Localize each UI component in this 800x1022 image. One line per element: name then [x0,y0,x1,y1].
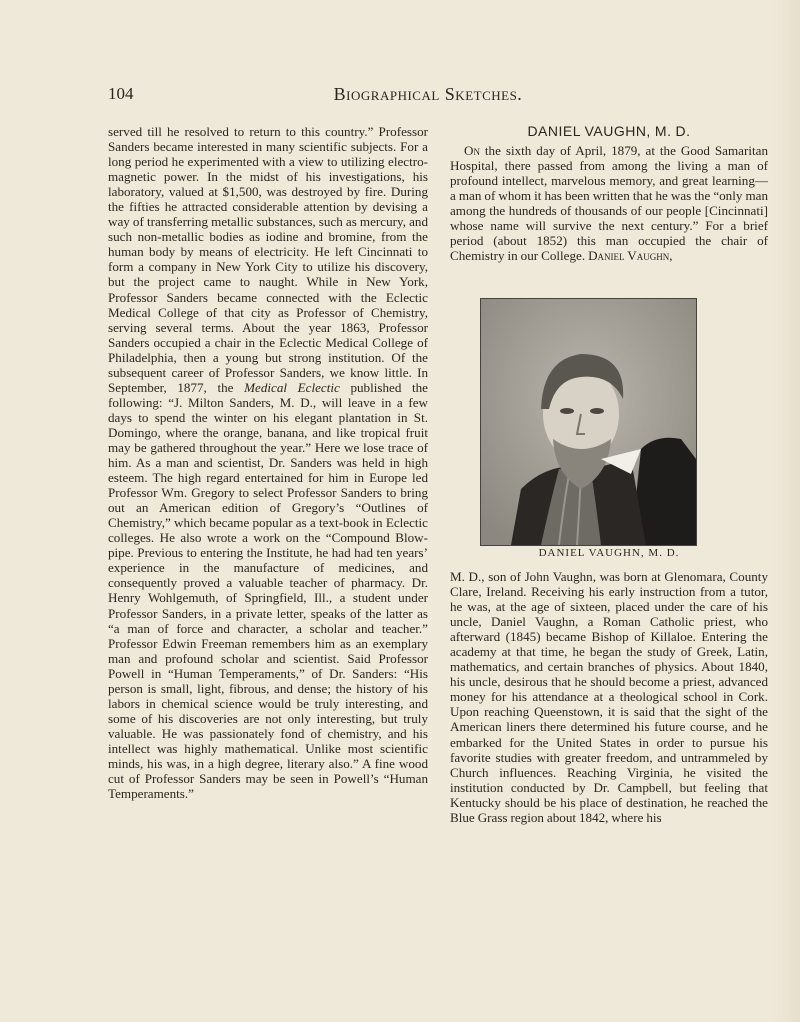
article-title: DANIEL VAUGHN, M. D. [527,123,691,139]
page-header [108,84,748,108]
intro-text: the sixth day of April, 1879, at the Good Samaritan Hospital, there passed from among the living a man of profound intellect, marvelous memory, and great learning—a man of whom it has been written that he was the “only man among the hundreds of thousands of our people [Cincinnati] whose name will survive the next century.” For a brief period (about 1852) this man occupied the chair of Chemistry in our College. [450,143,768,264]
portrait-engraving [481,299,696,545]
journal-name: Medical Eclectic [244,379,340,395]
left-column-paragraph [108,124,428,801]
paragraph-text-continued: published the following: “J. Milton Sanders, M. D., will leave in a few days to spend the winter on his elegant plantation in St. Domingo, where the orange, banana, and like tropical fruit may be gathered throughout the year.” Here we lose trace of him. As a man and scientist, Dr. Sanders was held in high esteem. The high regard entertained for him in Europe led Professor Wm. Gregory to select Professor Sanders to bring out an American edition of Gregory’s “Outlines of Chemistry,” which became popular as a text-book in Eclectic colleges. He also wrote a work on the “Compound Blow-pipe. Previous to entering the Institute, he had had ten years’ experience in the manufacture of medicines, and consequently proved a valuable teacher of pharmacy. Dr. Henry Wohlgemuth, of Springfield, Ill., a student under Professor Sanders, in a private letter, speaks of the latter as “a man of force and character, a scholar and teacher.” Professor Edwin Freeman remembers him as an exemplary man and profound scholar and scientist. Said Professor Powell in “Human Temperaments,” of Dr. Sanders: “His person is small, light, fibrous, and dense; the history of his labors in chemical science would be truly interesting, and some of his discoveries are not only interesting, but truly valuable. He was passionately fond of chemistry, and his intellect was highly mathematical. Unlike most scientific minds, his was, in a high degree, literary also.” A fine wood cut of Professor Sanders may be seen in Powell’s “Human Temperaments.” [108,379,428,802]
right-column-top [450,124,768,263]
page-number: 104 [108,84,134,103]
right-column-bottom [450,569,768,825]
intro-paragraph [450,143,768,263]
running-head: Biographical Sketches. [333,84,523,104]
intro-name: Daniel Vaughn, [588,248,673,264]
continuation-paragraph: M. D., son of John Vaughn, was born at Glenomara, County Clare, Ireland. Receiving his early instruction from a tutor, he was, at the age of sixteen, placed under the care of his uncle, Daniel Vaughn, a Roman Catholic priest, who afterward (1845) became Bishop of Killaloe. Entering the academy at that time, he began the study of Greek, Latin, mathematics, and certain branches of physics. About 1840, his uncle, desirous that he should become a priest, advanced money for his attendance at a theological school in Cork. Upon reaching Queenstown, it is said that the sight of the American liners there determined his future course, and he embarked for the United States in order to pursue his favorite studies with greater freedom, and untrammeled by Church influences. Reaching Virginia, he visited the institution conducted by Dr. Campbell, but feeling that Kentucky should be his place of destination, he reached the Blue Grass region about 1842, where his [450,569,768,825]
portrait-caption: DANIEL VAUGHN, M. D. [538,547,680,559]
intro-first-word: On [464,143,480,159]
paragraph-text: served till he resolved to return to this country.” Professor Sanders became interested in many scientific subjects. For a long period he experimented with a view to utilizing electro-magnetic power. In the midst of his investigations, his laboratory, valued at $1,500, was destroyed by fire. During the fifties he attracted considerable attention by devising a way of transferring metallic substances, such as mercury, and such non-metallic bodies as iodine and bromine, from the human body by means of electricity. He left Cincinnati to form a company in New York City to utilize his discovery, but the project came to naught. While in New York, Professor Sanders became connected with the Eclectic Medical College of that city as Professor of Chemistry, serving several terms. About the year 1863, Professor Sanders occupied a chair in the Eclectic Medical College of Philadelphia, then a young but strong institution. Of the subsequent career of Professor Sanders, we know little. In September, 1877, the [108,124,428,395]
page-edge-shadow [772,0,800,1022]
left-column [108,124,428,801]
portrait-image [480,298,697,546]
